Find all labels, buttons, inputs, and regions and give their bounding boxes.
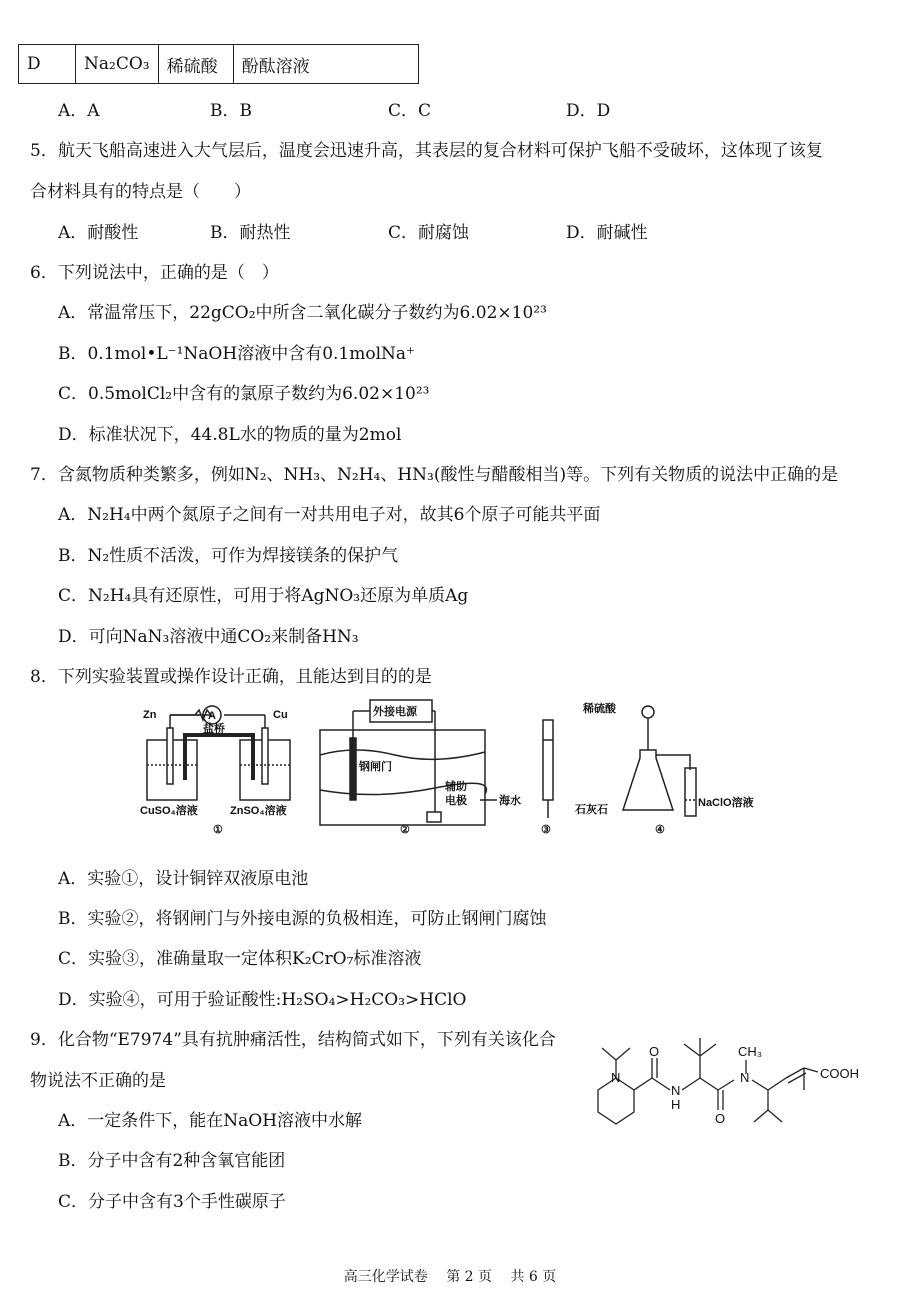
figure-3-burette [543, 720, 553, 818]
q4-option-b: B．B [210, 101, 252, 121]
page-footer [0, 1266, 900, 1286]
label-salt-bridge: 盐桥 [203, 723, 225, 735]
label-znso4: ZnSO₄溶液 [230, 805, 287, 817]
figure-4-flask-apparatus [623, 706, 696, 816]
footer-total: 共 6 页 [510, 1269, 557, 1285]
label-aux: 辅助 [445, 781, 467, 793]
label-electrode: 电极 [445, 795, 467, 807]
label-seawater: 海水 [499, 795, 521, 807]
e7974-structure-diagram [588, 1010, 888, 1155]
label-fig-1: ① [213, 824, 223, 836]
label-power: 外接电源 [373, 706, 417, 718]
label-fig-2: ② [400, 824, 410, 836]
q5-option-a: A．耐酸性 [58, 223, 139, 243]
label-fig-4: ④ [655, 824, 665, 836]
label-limestone: 石灰石 [575, 804, 608, 816]
figure-1-galvanic-cell [147, 706, 290, 800]
q9-option-a: A．一定条件下，能在NaOH溶液中水解 [58, 1111, 363, 1131]
mol-n-ring: N [611, 1070, 621, 1085]
mol-o-2: O [715, 1111, 726, 1126]
label-fig-3: ③ [541, 824, 551, 836]
q6-stem: 6．下列说法中，正确的是（ ） [30, 263, 279, 283]
q4-option-d: D．D [566, 101, 611, 121]
q9-option-c: C．分子中含有3个手性碳原子 [58, 1192, 286, 1212]
q9-stem-line1: 9．化合物“E7974”具有抗肿痛活性，结构简式如下，下列有关该化合 [30, 1030, 556, 1050]
q6-option-d: D．标准状况下，44.8L水的物质的量为2mol [58, 425, 402, 445]
q5-option-c: C．耐腐蚀 [388, 223, 470, 243]
table-cell-indicator: 酚酞溶液 [233, 45, 418, 84]
footer-course: 高三化学试卷 [343, 1269, 428, 1285]
q8-experiment-figures [135, 690, 775, 840]
q7-option-b: B．N₂性质不活泼，可作为焊接镁条的保护气 [58, 546, 399, 566]
mol-ch3: CH₃ [738, 1044, 763, 1059]
q8-option-c: C．实验③，准确量取一定体积K₂CrO₇标准溶液 [58, 949, 422, 969]
q8-stem: 8．下列实验装置或操作设计正确，且能达到目的的是 [30, 667, 432, 687]
q5-option-d: D．耐碱性 [566, 223, 648, 243]
table-cell-compound: Na₂CO₃ [76, 45, 159, 84]
label-acid: 稀硫酸 [583, 703, 616, 715]
q5-stem-line2: 合材料具有的特点是（ ） [30, 182, 251, 202]
q8-option-d: D．实验④，可用于验证酸性:H₂SO₄>H₂CO₃>HClO [58, 990, 467, 1010]
mol-o-1: O [649, 1044, 660, 1059]
label-gate: 钢闸门 [359, 761, 392, 773]
q8-option-b: B．实验②，将钢闸门与外接电源的负极相连，可防止钢闸门腐蚀 [58, 909, 547, 929]
q6-option-c: C．0.5molCl₂中含有的氯原子数约为6.02×10²³ [58, 384, 430, 404]
q4-option-c: C．C [388, 101, 432, 121]
q5-stem-line1: 5．航天飞船高速进入大气层后，温度会迅速升高，其表层的复合材料可保护飞船不受破坏，这体现了该复 [30, 141, 823, 161]
label-zn: Zn [143, 709, 157, 721]
q9-option-b: B．分子中含有2种含氧官能团 [58, 1151, 286, 1171]
label-cu: Cu [273, 709, 288, 721]
q9-stem-line2: 物说法不正确的是 [30, 1071, 166, 1091]
table-cell-label: D [19, 45, 76, 84]
mol-nh-h: H [671, 1097, 681, 1112]
q7-option-c: C．N₂H₄具有还原性，可用于将AgNO₃还原为单质Ag [58, 586, 469, 606]
q5-option-b: B．耐热性 [210, 223, 291, 243]
mol-cooh: COOH [820, 1066, 859, 1081]
label-naclo: NaClO溶液 [698, 797, 754, 809]
label-ammeter: A [208, 710, 216, 722]
figure-2-cathodic-protection [320, 700, 497, 825]
mol-n-methyl: N [740, 1070, 750, 1085]
q6-option-a: A．常温常压下，22gCO₂中所含二氧化碳分子数约为6.02×10²³ [58, 303, 547, 323]
q8-option-a: A．实验①，设计铜锌双液原电池 [58, 869, 309, 889]
footer-page: 第 2 页 [446, 1269, 492, 1285]
q7-option-a: A．N₂H₄中两个氮原子之间有一对共用电子对，故其6个原子可能共平面 [58, 505, 601, 525]
q7-option-d: D．可向NaN₃溶液中通CO₂来制备HN₃ [58, 627, 359, 647]
table-cell-acid: 稀硫酸 [158, 45, 233, 84]
mol-nh-n: N [671, 1083, 681, 1098]
label-cuso4: CuSO₄溶液 [140, 805, 198, 817]
q7-stem: 7．含氮物质种类繁多，例如N₂、NH₃、N₂H₄、HN₃(酸性与醋酸相当)等。下列有关物质的说法中正确的是 [30, 465, 839, 485]
answer-table-row-d [18, 44, 419, 84]
q4-option-a: A．A [58, 101, 100, 121]
q6-option-b: B．0.1mol•L⁻¹NaOH溶液中含有0.1molNa⁺ [58, 344, 416, 364]
